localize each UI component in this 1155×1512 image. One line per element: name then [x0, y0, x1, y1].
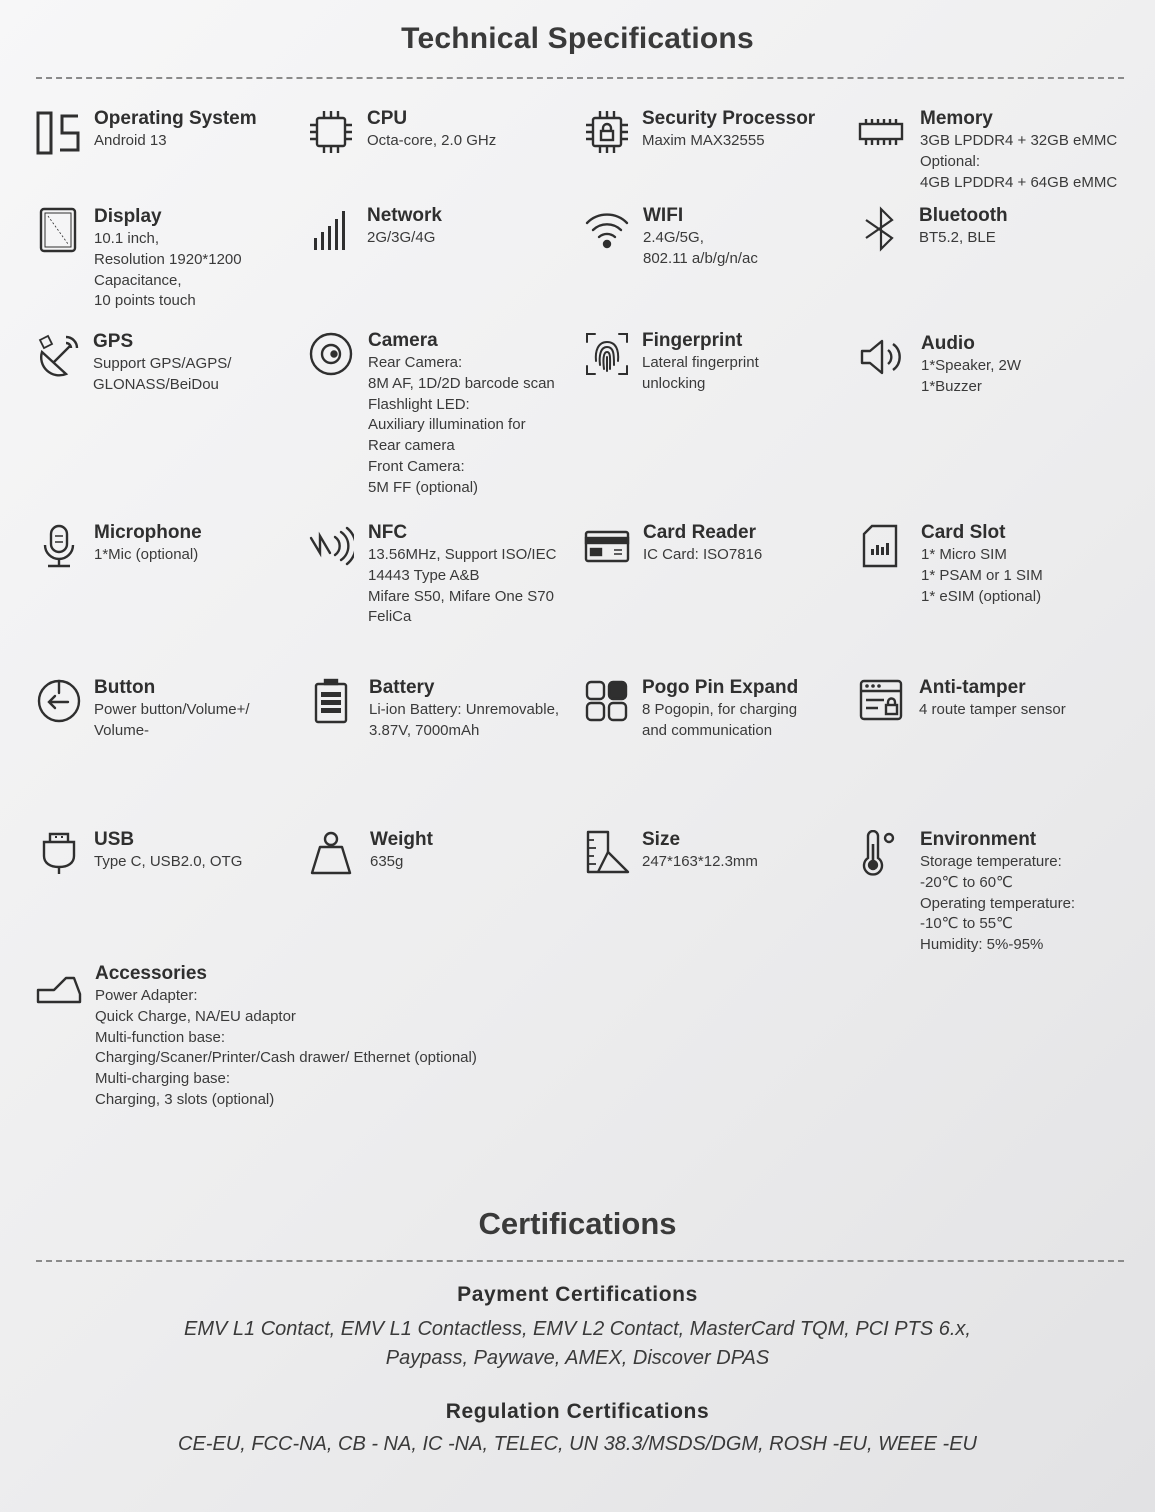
spec-detail-line: Power Adapter:: [95, 987, 198, 1004]
spec-detail-line: Optional:: [920, 152, 981, 170]
spec-detail-line: Support GPS/AGPS/: [93, 355, 232, 372]
spec-detail-line: Lateral fingerprint: [642, 354, 759, 371]
spec-detail-line: 10.1 inch,: [94, 230, 160, 247]
size-icon: [584, 830, 630, 876]
signal-bars-icon: [308, 206, 354, 252]
spec-detail-line: 8M AF, 1D/2D barcode scan: [368, 374, 555, 392]
spec-detail-line: Multi-function base:: [95, 1028, 226, 1046]
spec-detail-line: 635g: [370, 853, 404, 870]
spec-detail-line: Rear camera: [368, 437, 455, 455]
spec-title: Accessories: [95, 963, 207, 984]
card-reader-icon: [584, 523, 630, 569]
spec-detail-line: 8 Pogopin, for charging: [642, 701, 798, 718]
spec-detail-line: 13.56MHz, Support ISO/IEC: [368, 546, 557, 563]
spec-detail-line: FeliCa: [368, 608, 412, 626]
spec-detail-line: IC Card: ISO7816: [643, 546, 763, 563]
spec-title: Audio: [921, 333, 975, 354]
spec-detail-line: 1*Mic (optional): [94, 546, 199, 563]
memory-module-icon: [858, 109, 904, 155]
spec-title: Environment: [920, 829, 1037, 850]
spec-detail-line: Mifare S50, Mifare One S70: [368, 587, 554, 605]
spec-title: USB: [94, 829, 135, 850]
spec-title: Operating System: [94, 108, 257, 129]
camera-lens-icon: [308, 331, 354, 377]
microphone-icon: [36, 523, 82, 569]
weight-icon: [308, 830, 354, 876]
spec-detail-line: Flashlight LED:: [368, 395, 470, 413]
wifi-icon: [584, 206, 630, 252]
spec-title: Memory: [920, 108, 993, 129]
thermometer-icon: [858, 830, 904, 876]
regulation-cert-line: CE-EU, FCC-NA, CB - NA, IC -NA, TELEC, UN 38.3/MSDS/DGM, ROSH -EU, WEEE -EU: [178, 1433, 977, 1455]
spec-title: Card Slot: [921, 522, 1006, 543]
payment-cert-title: Payment Certifications: [457, 1283, 698, 1306]
spec-title: CPU: [367, 108, 408, 129]
security-chip-icon: [584, 109, 630, 155]
spec-detail-line: 1*Buzzer: [921, 377, 982, 395]
regulation-certifications: [0, 1400, 1155, 1459]
nfc-icon: [308, 523, 354, 569]
spec-title: Battery: [369, 677, 435, 698]
spec-detail-line: Capacitance,: [94, 271, 182, 289]
spec-detail-line: Operating temperature:: [920, 894, 1076, 912]
spec-title: Card Reader: [643, 522, 756, 543]
spec-detail-line: 1* PSAM or 1 SIM: [921, 566, 1043, 584]
bluetooth-icon: [858, 206, 904, 252]
spec-detail-line: 10 points touch: [94, 292, 196, 310]
cpu-chip-icon: [308, 109, 354, 155]
payment-cert-line: Paypass, Paywave, AMEX, Discover DPAS: [385, 1347, 770, 1369]
spec-detail-line: Humidity: 5%-95%: [920, 936, 1044, 954]
spec-detail-line: 247*163*12.3mm: [642, 853, 758, 870]
spec-title: WIFI: [643, 205, 684, 226]
spec-title: Bluetooth: [919, 205, 1008, 226]
spec-detail-line: 802.11 a/b/g/n/ac: [643, 249, 758, 267]
spec-detail-line: Rear Camera:: [368, 354, 463, 371]
spec-title: Anti-tamper: [919, 677, 1026, 698]
spec-detail-line: 5M FF (optional): [368, 478, 479, 496]
spec-detail-line: Storage temperature:: [920, 853, 1062, 870]
spec-detail-line: 1* Micro SIM: [921, 546, 1007, 563]
speaker-icon: [858, 334, 904, 380]
spec-title: Button: [94, 677, 156, 698]
spec-title: Size: [642, 829, 681, 850]
sim-card-icon: [858, 523, 904, 569]
regulation-cert-title: Regulation Certifications: [445, 1400, 710, 1423]
spec-title: Pogo Pin Expand: [642, 677, 799, 698]
spec-detail-line: 1* eSIM (optional): [921, 587, 1042, 605]
spec-detail-line: 3.87V, 7000mAh: [369, 721, 480, 739]
spec-detail-line: 14443 Type A&B: [368, 566, 480, 584]
spec-detail-line: Octa-core, 2.0 GHz: [367, 132, 497, 149]
spec-detail-line: Charging/Scaner/Printer/Cash drawer/ Ethernet (optional): [95, 1049, 477, 1067]
spec-detail-line: Li-ion Battery: Unremovable,: [369, 701, 560, 718]
spec-detail-line: GLONASS/BeiDou: [93, 375, 219, 393]
payment-cert-line: EMV L1 Contact, EMV L1 Contactless, EMV L2 Contact, MasterCard TQM, PCI PTS 6.x,: [184, 1318, 971, 1340]
spec-detail-line: unlocking: [642, 374, 706, 392]
spec-detail-line: 3GB LPDDR4 + 32GB eMMC: [920, 132, 1118, 149]
anti-tamper-icon: [858, 678, 904, 724]
spec-detail-line: Android 13: [94, 132, 167, 149]
spec-detail-line: Power button/Volume+/: [94, 701, 250, 718]
spec-title: GPS: [93, 331, 134, 352]
spec-detail-line: Multi-charging base:: [95, 1070, 231, 1088]
spec-detail-line: Resolution 1920*1200: [94, 250, 242, 268]
fingerprint-icon: [584, 331, 630, 377]
spec-detail-line: 4 route tamper sensor: [919, 701, 1066, 718]
spec-detail-line: 2.4G/5G,: [643, 229, 704, 246]
spec-detail-line: BT5.2, BLE: [919, 229, 996, 246]
spec-detail-line: Maxim MAX32555: [642, 132, 765, 149]
spec-title: NFC: [368, 522, 408, 543]
spec-title: Weight: [370, 829, 433, 850]
spec-title: Camera: [368, 330, 438, 351]
spec-detail-line: 2G/3G/4G: [367, 229, 436, 246]
spec-detail-line: 4GB LPDDR4 + 64GB eMMC: [920, 173, 1118, 191]
payment-certifications: [0, 1283, 1155, 1373]
spec-title: Microphone: [94, 522, 202, 543]
spec-detail-line: Front Camera:: [368, 457, 465, 475]
spec-detail-line: Quick Charge, NA/EU adaptor: [95, 1007, 296, 1025]
display-icon: [36, 207, 82, 253]
spec-detail-line: 1*Speaker, 2W: [921, 357, 1022, 374]
pogo-pin-icon: [584, 678, 630, 724]
spec-detail-line: Type C, USB2.0, OTG: [94, 853, 243, 870]
tech-spec-title: Technical Specifications: [401, 22, 754, 55]
spec-detail-line: -10℃ to 55℃: [920, 915, 1013, 933]
power-button-icon: [36, 678, 82, 724]
spec-title: Security Processor: [642, 108, 816, 129]
certifications-divider: [36, 1260, 1124, 1262]
spec-title: Fingerprint: [642, 330, 743, 351]
title-divider: [36, 77, 1124, 79]
accessories-base-icon: [36, 964, 82, 1010]
spec-title: Display: [94, 206, 162, 227]
certifications-title: Certifications: [478, 1206, 677, 1241]
spec-detail-line: and communication: [642, 721, 773, 739]
spec-detail-line: Auxiliary illumination for: [368, 416, 526, 434]
os-icon: [36, 109, 82, 155]
battery-icon: [308, 678, 354, 724]
spec-title: Network: [367, 205, 442, 226]
usb-icon: [36, 830, 82, 876]
spec-detail-line: Charging, 3 slots (optional): [95, 1090, 275, 1108]
spec-detail-line: Volume-: [94, 721, 150, 739]
spec-detail-line: -20℃ to 60℃: [920, 873, 1013, 891]
satellite-icon: [36, 332, 82, 378]
